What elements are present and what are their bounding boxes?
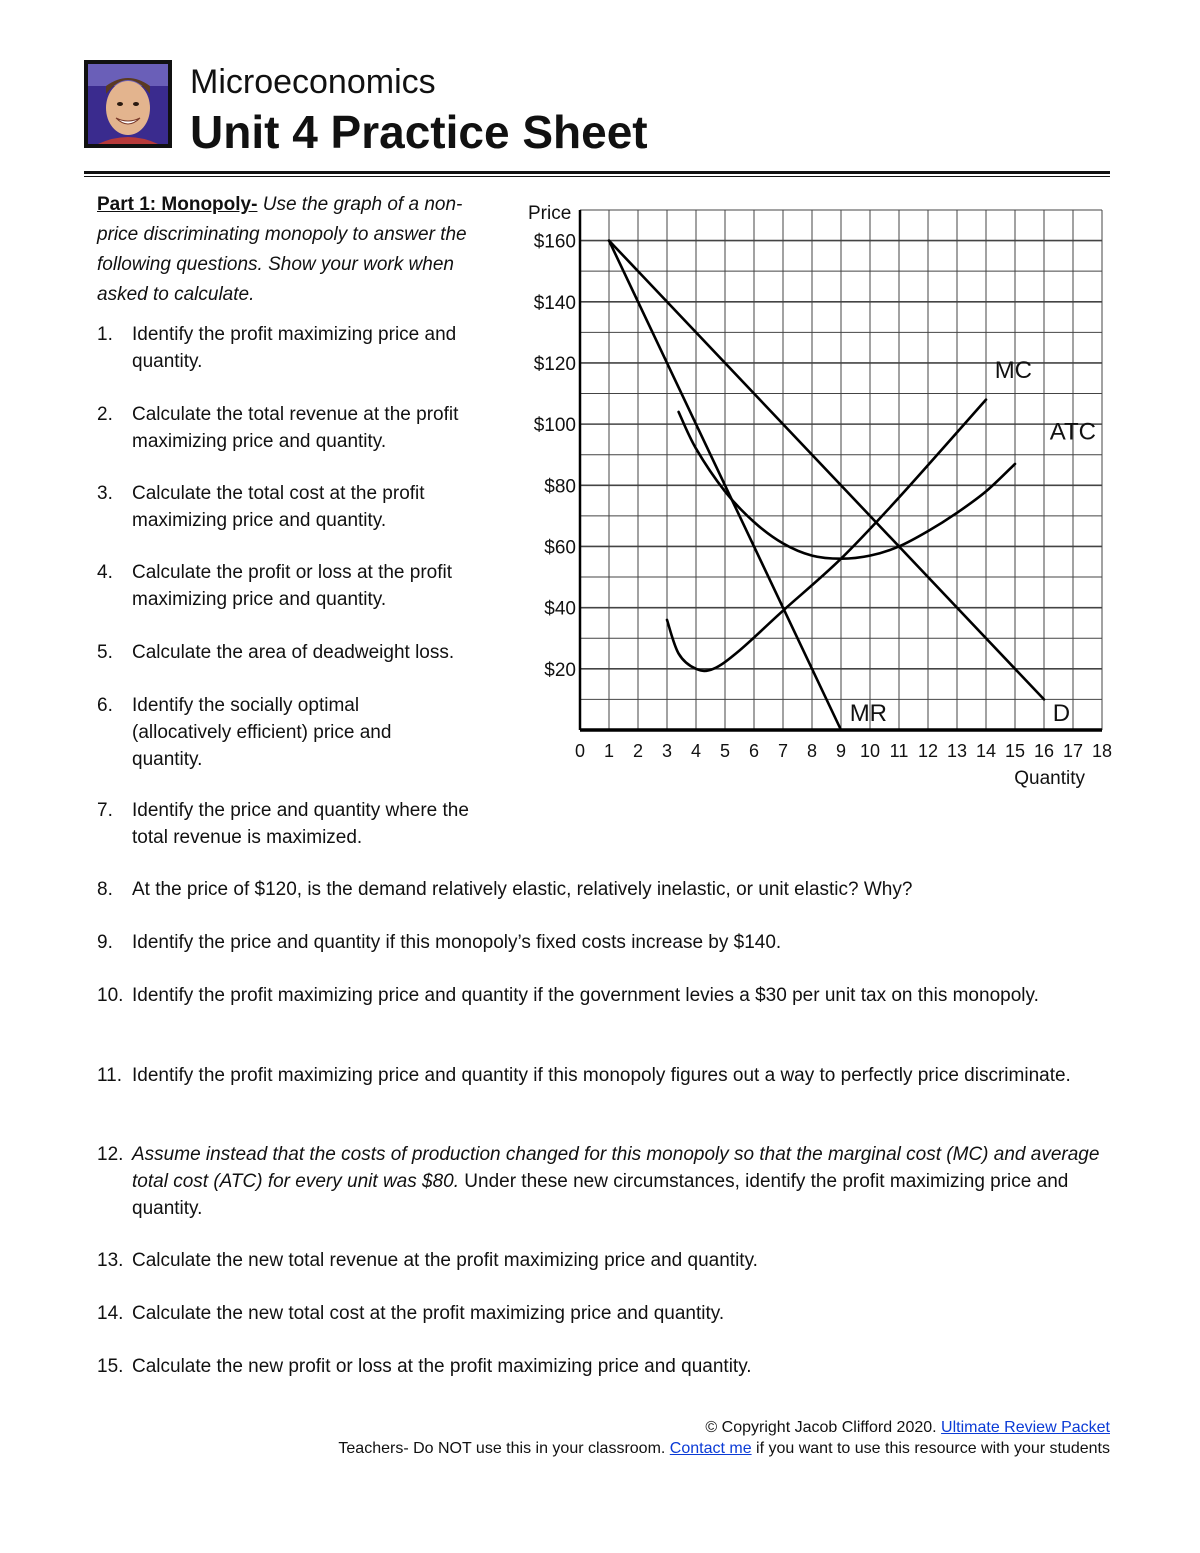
x-tick-label: 1 (603, 741, 615, 761)
x-tick-label: 15 (1004, 741, 1026, 761)
x-tick-label: 0 (574, 741, 586, 761)
question-number: 14. (97, 1303, 124, 1324)
y-tick-label: $60 (544, 537, 576, 559)
question-item (97, 1141, 1117, 1222)
curve-label-mr: MR (849, 699, 888, 727)
question-text: Identify the profit maximizing price and quantity if this monopoly figures out a way to perfectly price discriminate. (132, 1065, 1071, 1086)
x-tick-label: 16 (1033, 741, 1055, 761)
question-item (97, 1353, 1117, 1380)
x-tick-label: 2 (632, 741, 644, 761)
contact-me-link[interactable]: Contact me (669, 1440, 752, 1457)
question-number: 5. (97, 642, 113, 663)
x-tick-label: 5 (719, 741, 731, 761)
subject-title: Microeconomics (190, 63, 436, 101)
question-text-italic: Assume instead that the costs of production changed for this monopoly so that the marginal cost (MC) and average total cost (ATC) for every unit was $80. (132, 1144, 1100, 1192)
x-tick-label: 3 (661, 741, 673, 761)
x-tick-label: 17 (1062, 741, 1084, 761)
question-text: Calculate the profit or loss at the profit maximizing price and quantity. (132, 562, 452, 610)
x-tick-label: 13 (946, 741, 968, 761)
question-text: Calculate the total revenue at the profit maximizing price and quantity. (132, 404, 459, 452)
part1-intro (97, 190, 497, 310)
question-text: Identify the socially optimal (allocatively efficient) price and quantity. (132, 695, 392, 770)
question-text: Calculate the new total revenue at the profit maximizing price and quantity. (132, 1250, 758, 1271)
question-text: Calculate the total cost at the profit maximizing price and quantity. (132, 483, 425, 531)
question-item (97, 797, 487, 851)
question-item (97, 321, 507, 375)
question-number: 3. (97, 483, 113, 504)
y-tick-label: $100 (533, 415, 576, 437)
question-number: 15. (97, 1356, 124, 1377)
copyright-text: © Copyright Jacob Clifford 2020. (705, 1419, 942, 1436)
question-number: 1. (97, 324, 113, 345)
question-text: Calculate the new profit or loss at the profit maximizing price and quantity. (132, 1356, 752, 1377)
question-number: 8. (97, 879, 113, 900)
notice-end-text: if you want to use this resource with your students (751, 1440, 1110, 1457)
y-tick-label: $140 (533, 292, 576, 314)
x-tick-label: 10 (859, 741, 881, 761)
part1-heading: Part 1: Monopoly- (97, 194, 258, 215)
y-tick-label: $160 (533, 231, 576, 253)
question-text-rest: Under these new circumstances, identify the profit maximizing price and quantity. (132, 1171, 1069, 1219)
curve-label-mc: MC (994, 357, 1033, 385)
x-tick-label: 12 (917, 741, 939, 761)
header-divider-thin (84, 176, 1110, 177)
question-text: Identify the price and quantity if this monopoly’s fixed costs increase by $140. (132, 932, 782, 953)
question-text: Identify the profit maximizing price and quantity. (132, 324, 457, 372)
question-text: Calculate the area of deadweight loss. (132, 642, 455, 663)
question-text: Identify the price and quantity where the total revenue is maximized. (132, 800, 469, 848)
footer-notice-line (338, 1439, 1110, 1459)
curve-d (609, 241, 1044, 700)
monopoly-chart (520, 195, 1120, 795)
x-tick-label: 9 (835, 741, 847, 761)
curve-label-d: D (1052, 699, 1071, 727)
x-tick-label: 7 (777, 741, 789, 761)
question-number: 11. (97, 1065, 123, 1086)
curve-mc (667, 400, 986, 671)
y-tick-label: $120 (533, 353, 576, 375)
ultimate-review-packet-link[interactable]: Ultimate Review Packet (941, 1419, 1110, 1436)
question-item (97, 929, 1117, 956)
y-tick-label: $80 (544, 476, 576, 498)
x-tick-label: 4 (690, 741, 702, 761)
question-number: 10. (97, 985, 124, 1006)
footer-copyright-line (705, 1418, 1110, 1438)
question-item (97, 1062, 1082, 1089)
x-tick-label: 8 (806, 741, 818, 761)
question-item (97, 876, 1117, 903)
question-text: At the price of $120, is the demand relatively elastic, relatively inelastic, or unit elastic? Why? (132, 879, 913, 900)
question-text: Calculate the new total cost at the profit maximizing price and quantity. (132, 1303, 725, 1324)
question-number: 6. (97, 695, 113, 716)
question-number: 7. (97, 800, 113, 821)
x-tick-label: 11 (889, 741, 909, 761)
question-item (97, 639, 507, 666)
y-tick-label: $40 (544, 598, 576, 620)
question-item (97, 1247, 1117, 1274)
x-tick-label: 18 (1091, 741, 1113, 761)
header-divider (84, 171, 1110, 174)
notice-text: Teachers- Do NOT use this in your classroom. (338, 1440, 670, 1457)
question-text: Identify the profit maximizing price and quantity if the government levies a $30 per unit tax on this monopoly. (132, 985, 1039, 1006)
question-number: 13. (97, 1250, 124, 1271)
question-item (97, 480, 507, 534)
curve-label-atc: ATC (1049, 418, 1097, 446)
x-tick-label: 6 (748, 741, 760, 761)
question-number: 9. (97, 932, 113, 953)
question-item (97, 401, 507, 455)
question-item (97, 982, 1072, 1009)
author-photo-icon (84, 60, 172, 148)
question-item (97, 559, 507, 613)
part1-instructions: Use the graph of a non-price discriminating monopoly to answer the following questions. Show your work when asked to calculate. (97, 194, 467, 305)
x-tick-label: 14 (975, 741, 997, 761)
y-tick-label: $20 (544, 659, 576, 681)
question-number: 2. (97, 404, 113, 425)
x-axis-label: Quantity (1014, 768, 1085, 789)
sheet-title: Unit 4 Practice Sheet (190, 106, 648, 158)
question-item (97, 1300, 1117, 1327)
y-axis-label: Price (528, 203, 572, 224)
question-number: 12. (97, 1144, 124, 1165)
question-text (132, 1141, 1117, 1222)
question-number: 4. (97, 562, 113, 583)
question-item (97, 692, 427, 773)
